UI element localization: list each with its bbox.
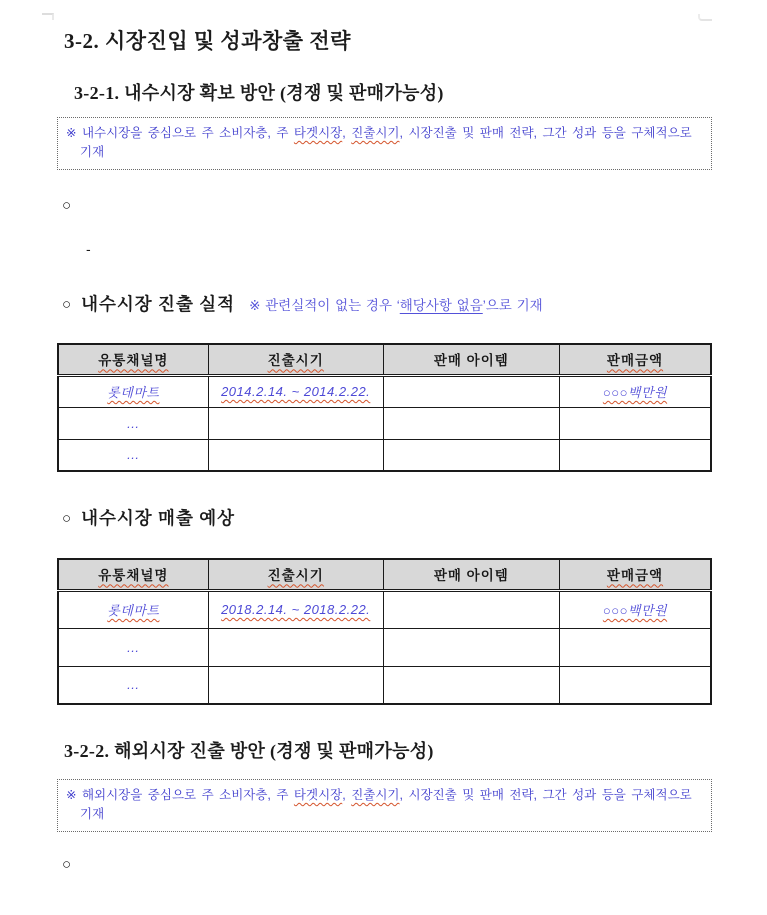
table-row [58,407,711,439]
cell-text: ○○○백만원 [602,385,668,400]
note-segment: ※ 내수시장을 중심으로 주 소비자층, 주 [66,126,294,140]
empty-dash-point[interactable]: - [86,241,91,257]
col-header-text: 유통채널명 [98,353,169,369]
table-domestic-performance [57,343,712,472]
cell-text: 2018.2.14. ~ 2018.2.22. [221,602,371,617]
annotation-segment: ’으로 기재 [482,298,543,313]
cell-entry-time[interactable] [208,590,383,628]
cell-text: 2014.2.14. ~ 2014.2.22. [221,384,371,399]
col-header-amount [559,559,711,590]
subsection-title-overseas: 3-2-2. 해외시장 진출 방안 (경쟁 및 판매가능성) [64,741,434,761]
cell-text: ○○○백만원 [602,603,668,618]
table-row [58,375,711,407]
table-header-row [58,344,711,375]
cell-entry-time[interactable] [208,628,383,666]
cell-item[interactable] [383,628,559,666]
cell-text: ... [127,677,140,693]
cell-channel[interactable] [58,375,208,407]
table-row [58,439,711,471]
cell-item[interactable] [383,407,559,439]
heading-label: 내수시장 매출 예상 [81,508,236,528]
table-row [58,628,711,666]
cell-amount[interactable] [559,628,711,666]
note-segment: , 시장진출 및 판매 전략, 그간 성과 등을 구체적으로 기재 [80,788,692,821]
bullet-circle: ○ [62,510,72,527]
note-segment: , 시장진출 및 판매 전략, 그간 성과 등을 구체적으로 기재 [80,126,692,159]
cell-amount[interactable] [559,375,711,407]
table-row [58,666,711,704]
col-header-amount [559,344,711,375]
cell-entry-time[interactable] [208,375,383,407]
note-segment-spellcheck: 진출시기 [351,126,400,140]
note-segment-spellcheck: 진출시기 [351,788,400,802]
cell-text: ... [127,415,140,431]
cell-channel[interactable] [58,666,208,704]
col-header-text: 유통채널명 [98,568,169,584]
cell-entry-time[interactable] [208,439,383,471]
col-header-text: 진출시기 [267,568,324,584]
annotation-underlined: 해당사항 없음 [399,298,483,313]
empty-bullet-point[interactable]: ○ [62,197,72,214]
scan-corner-mark-left [42,13,54,20]
cell-entry-time[interactable] [208,666,383,704]
guideline-note-overseas [57,779,712,832]
col-header-entry-time [208,344,383,375]
col-header-item [383,559,559,590]
guideline-note-text [66,786,703,824]
cell-item[interactable] [383,439,559,471]
cell-channel[interactable] [58,439,208,471]
col-header-entry-time [208,559,383,590]
cell-item[interactable] [383,375,559,407]
col-header-item [383,344,559,375]
heading-annotation [249,298,543,313]
guideline-note-text [66,124,703,162]
empty-bullet-point[interactable]: ○ [62,856,72,873]
annotation-segment: ※ 관련실적이 없는 경우 ‘ [249,298,400,313]
note-segment-spellcheck: 타겟시장 [293,788,343,802]
cell-item[interactable] [383,590,559,628]
heading-domestic-forecast [62,505,235,530]
cell-channel[interactable] [58,407,208,439]
col-header-channel [58,344,208,375]
cell-item[interactable] [383,666,559,704]
cell-amount[interactable] [559,439,711,471]
cell-amount[interactable] [559,590,711,628]
cell-entry-time[interactable] [208,407,383,439]
bullet-circle: ○ [62,296,72,313]
note-segment: ※ 해외시장을 중심으로 주 소비자층, 주 [66,788,294,802]
col-header-text: 판매금액 [606,568,664,584]
table-domestic-forecast [57,558,712,705]
col-header-text: 진출시기 [267,353,324,369]
scan-corner-mark-right [698,14,712,21]
note-segment-spellcheck: 타겟시장 [293,126,343,140]
guideline-note-domestic [57,117,712,170]
cell-text: 롯데마트 [107,603,160,618]
cell-text: ... [127,447,140,463]
col-header-text: 판매 아이템 [433,353,509,369]
subsection-title-domestic: 3-2-1. 내수시장 확보 방안 (경쟁 및 판매가능성) [74,83,444,103]
cell-amount[interactable] [559,666,711,704]
col-header-text: 판매금액 [606,353,664,369]
cell-channel[interactable] [58,628,208,666]
cell-channel[interactable] [58,590,208,628]
col-header-channel [58,559,208,590]
heading-label: 내수시장 진출 실적 [81,294,236,314]
table-row [58,590,711,628]
note-segment: , [342,126,352,140]
table-header-row [58,559,711,590]
col-header-text: 판매 아이템 [433,568,509,584]
note-segment: , [342,788,352,802]
cell-text: ... [127,639,140,655]
section-title: 3-2. 시장진입 및 성과창출 전략 [64,29,351,53]
cell-text: 롯데마트 [107,385,160,400]
cell-amount[interactable] [559,407,711,439]
heading-domestic-performance [62,291,543,316]
